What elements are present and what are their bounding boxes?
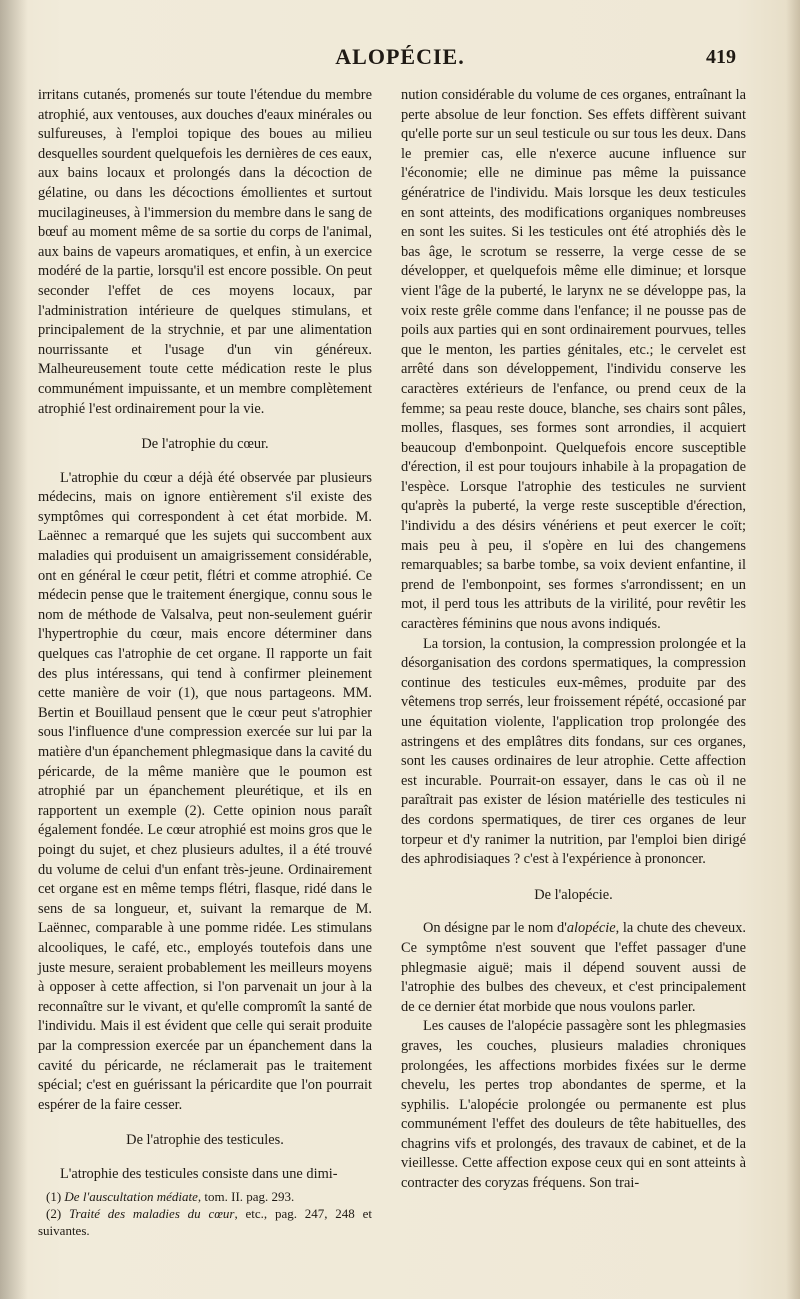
paragraph-continuation: irritans cutanés, promenés sur toute l'étendue du membre atrophié, aux ventouses, aux douches d'eaux minérales ou sulfureuses, à l'emploi topique des boues au milieu desquelles sourdent quelquefois les dernières de ces eaux, aux bains locaux et prolongés dans la décoction de gélatine, ou dans les décoctions émollientes et surtout mucilagineuses, à l'immersion du membre dans le sang de bœuf au moment même de sa sortie du corps de l'animal, aux bains de vapeurs aromatiques, et enfin, à un exercice modéré de la partie, lorsqu'il est encore possible. On peut seconder l'effet de ces moyens locaux, par l'administration intérieure de quelques stimulans, et principalement de la strychnie, et par une alimentation nourrissante et l'usage d'un vin généreux. Malheureusement toute cette médication reste le plus communément impuissante, et un membre complètement atrophié l'est ordinairement pour la vie. (38, 87, 372, 417)
footnote-2 (38, 1205, 372, 1239)
section-heading-testicle-atrophy: De l'atrophie des testicules. (126, 1132, 284, 1149)
page-edge-shadow (786, 0, 800, 1299)
footnote-1-marker: (1) (46, 1189, 65, 1205)
paragraph-testicle-causes: La torsion, la contusion, la compression prolongée et la désorganisation des cordons spermatiques, la compression continue des testicules eux-mêmes, produite par des vêtemens trop serrés, leur froissement répété, occasioné par une équitation violente, l'application trop prolongée des astringens et des emplâtres dits fondans, sur ces organes, sont les causes ordinaires de leur atrophie. Cette affection est incurable. Pourrait-on essayer, dans le cas où il ne paraîtrait pas exister de lésion matérielle des testicules ni des cordons spermatiques, de tirer ces organes de leur torpeur et d'y ranimer la nutrition, par l'emploi bien dirigé des aphrodisiaques ? c'est à l'expérience à prononcer. (401, 635, 746, 868)
section-heading-heart-atrophy: De l'atrophie du cœur. (141, 436, 269, 453)
running-title: ALOPÉCIE. (335, 44, 465, 69)
paragraph-alopecia-definition (401, 919, 746, 1017)
left-column (38, 86, 372, 1239)
paragraph-testicle-atrophy-start: L'atrophie des testicules consiste dans une dimi- (60, 1165, 338, 1182)
alopecia-definition-prefix: On désigne par le nom d' (423, 920, 567, 937)
footnote-1 (38, 1188, 372, 1205)
section-heading-alopecia: De l'alopécie. (534, 886, 613, 903)
footnote-2-marker: (2) (46, 1206, 69, 1222)
page-number: 419 (706, 46, 736, 68)
footnote-1-title: De l'auscultation médiate (64, 1189, 198, 1205)
binding-shadow (0, 0, 28, 1299)
running-head (0, 44, 800, 74)
footnotes (38, 1188, 372, 1239)
alopecia-definition-rest: , la chute des cheveux. Ce symptôme n'est souvent que l'effet passager d'une phlegmasie aiguë; mais il dépend souvent aussi de l'atrophie des bulbes des cheveux, et c'est principalement de ce dernier état morbide que nous voulons parler. (401, 920, 746, 1015)
right-column (401, 86, 746, 1216)
footnote-2-reference: , etc., pag. 247, 248 et suivantes. (38, 1206, 372, 1239)
footnote-2-title: Traité des maladies du cœur (68, 1206, 235, 1222)
paragraph-alopecia-causes: Les causes de l'alopécie passagère sont les phlegmasies graves, les couches, plusieurs maladies chroniques prolongées, les affections morbides fixées sur le derme chevelu, les pertes trop abondantes de sperme, et la syphilis. L'alopécie prolongée ou permanente est plus communément l'effet des douleurs de tête habituelles, des chagrins vifs et prolongés, des travaux de cabinet, et de la vieillesse. Cette affection expose ceux qui en sont atteints à contracter des coryzas fréquens. Son trai- (401, 1018, 746, 1192)
footnote-1-reference: , tom. II. pag. 293. (197, 1189, 295, 1205)
paragraph-testicle-atrophy-continued: nution considérable du volume de ces organes, entraînant la perte absolue de leur fonction. Ses effets diffèrent suivant qu'elle porte sur un seul testicule ou sur tous les deux. Dans le premier cas, elle n'exerce aucune influence sur l'économie; elle ne diminue pas même la puissance génératrice de l'individu. Mais lorsque les deux testicules en sont atteints, des modifications organiques nombreuses en sont les suites. Si les testicules ont été atrophiés dès le bas âge, le scrotum se resserre, la verge cesse de se développer, et quelquefois même elle diminue; et lorsque vient l'âge de la puberté, le larynx ne se développe pas, la voix reste grêle comme dans l'enfance; il ne pousse pas de poils aux parties qui en sont ordinairement pourvues, telles que le menton, les parties génitales, etc.; le cervelet est arrêté dans son développement, l'individu conserve les caractères extérieurs de l'enfance, ou prend ceux de la femme; sa peau reste douce, blanche, ses chairs sont pâles, molles, flasques, ses formes sont arrondies, il acquiert beaucoup d'embonpoint. Quelquefois encore susceptible d'érection, il est pour toujours inhabile à la propagation de l'espèce. Lorsque l'atrophie des testicules ne survient qu'après la puberté, la verge reste susceptible d'érection, l'individu a des désirs vénériens et peut exercer le coït; mais peu à peu, il s'opère en lui des changemens remarquables; sa barbe tombe, sa voix devient enfantine, il prend de l'embonpoint, ses formes s'arrondissent; en un mot, il perd tous les attributs de la virilité, pour revêtir les caractères féminins que nous avons indiqués. (401, 87, 746, 633)
alopecia-term: alopécie (566, 920, 616, 937)
paragraph-heart-atrophy: L'atrophie du cœur a déjà été observée par plusieurs médecins, mais on ignore entièrement s'il existe des symptômes qui correspondent à cet état morbide. M. Laënnec a remarqué que les sujets qui succombent aux maladies qui produisent un amaigrissement considérable, ont en général le cœur petit, flétri et comme atrophié. Ce médecin pense que le traitement énergique, connu sous le nom de méthode de Valsalva, peut non-seulement guérir l'hypertrophie du cœur, mais encore déterminer dans quelques cas l'atrophie de cet organe. Il rapporte un fait des plus intéressans, qui tend à confirmer pleinement cette manière de voir (1), que nous partageons. MM. Bertin et Bouillaud pensent que le cœur peut s'atrophier sous l'influence d'une compression exercée sur lui par la matière d'un épanchement phlegmasique dans la cavité du péricarde, de la même manière que le poumon est atrophié par un épanchement pleurétique, et ils en rapportent un exemple (2). Cette opinion nous paraît également fondée. Le cœur atrophié est moins gros que le poingt du sujet, et chez plusieurs adultes, il a été trouvé du volume de celui d'un enfant très-jeune. Ordinairement cet organe est en même temps flétri, flasque, ridé dans le sens de sa longueur, et, suivant la remarque de M. Laënnec, comparable à une pomme ridée. Les stimulans alcooliques, le café, etc., employés toutefois dans une juste mesure, seraient probablement les meilleurs moyens à opposer à cette affection, si l'on parvenait un jour à la reconnaître sur le vivant, et qu'elle compromît la santé de l'individu. Mais il est évident que celle qui serait produite par la compression exercée par un épanchement dans la cavité du péricarde, ne réclamerait pas le traitement spécial; c'est en guérissant la péricardite que l'on pourrait espérer de la faire cesser. (38, 469, 372, 1113)
